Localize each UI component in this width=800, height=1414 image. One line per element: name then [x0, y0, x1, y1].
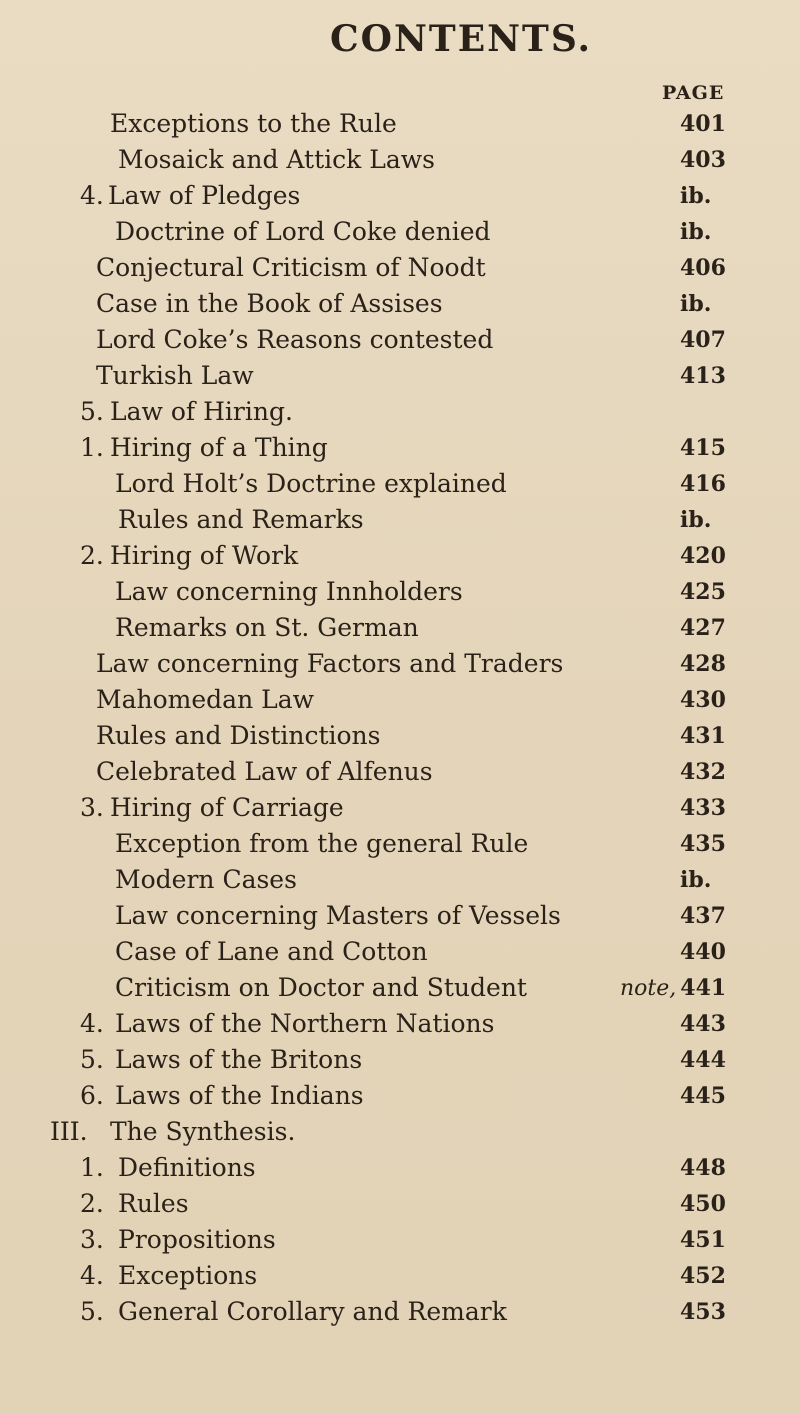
entry-page-number: 425: [680, 579, 726, 605]
contents-entry: [0, 610, 800, 646]
contents-entry: [0, 934, 800, 970]
entry-page-number: 427: [680, 615, 726, 641]
entry-page-number: ib.: [680, 291, 712, 317]
entry-page-number: 450: [680, 1191, 726, 1217]
entry-page-number: 407: [680, 327, 726, 353]
entry-title: Law concerning Masters of Vessels: [115, 901, 561, 930]
entry-page-number: 416: [680, 471, 726, 497]
entry-title: Laws of the Indians: [115, 1081, 364, 1110]
entry-page-number: 413: [680, 363, 726, 389]
contents-list: [0, 106, 800, 1330]
entry-title: Hiring of Work: [110, 541, 299, 570]
contents-entry: [0, 142, 800, 178]
entry-page-number: 430: [680, 687, 726, 713]
entry-page-number: 437: [680, 903, 726, 929]
entry-page-number: 443: [680, 1011, 726, 1037]
entry-number: 1.: [80, 1153, 104, 1182]
entry-page-number: 428: [680, 651, 726, 677]
entry-number: 2.: [80, 1189, 104, 1218]
entry-title: Lord Holt’s Doctrine explained: [115, 469, 507, 498]
entry-title: Remarks on St. German: [115, 613, 419, 642]
contents-entry: [0, 322, 800, 358]
contents-entry: [0, 538, 800, 574]
contents-entry: [0, 754, 800, 790]
contents-entry: [0, 1114, 800, 1150]
entry-title: Definitions: [118, 1153, 256, 1182]
entry-number: 4.: [80, 1009, 104, 1038]
contents-entry: [0, 466, 800, 502]
contents-entry: [0, 502, 800, 538]
contents-entry: [0, 826, 800, 862]
entry-number: 1.: [80, 433, 104, 462]
entry-title: Turkish Law: [96, 361, 254, 390]
entry-page-number: [620, 970, 726, 1007]
entry-title: Mahomedan Law: [96, 685, 315, 714]
entry-title: Exceptions to the Rule: [110, 109, 397, 138]
entry-title: Laws of the Northern Nations: [115, 1009, 495, 1038]
entry-title: Case in the Book of Assises: [96, 289, 443, 318]
entry-title: Law concerning Innholders: [115, 577, 463, 606]
contents-entry: [0, 1150, 800, 1186]
entry-page-number: 435: [680, 831, 726, 857]
entry-page-number: 415: [680, 435, 726, 461]
entry-page-number: ib.: [680, 219, 712, 245]
entry-title: Lord Coke’s Reasons contested: [96, 325, 494, 354]
contents-entry: [0, 1294, 800, 1330]
entry-title: Law of Hiring.: [110, 397, 293, 426]
entry-title: Law of Pledges: [108, 181, 301, 210]
entry-title: Conjectural Criticism of Noodt: [96, 253, 486, 282]
entry-title: Mosaick and Attick Laws: [118, 145, 435, 174]
entry-page-number: 448: [680, 1155, 726, 1181]
entry-page-number: 420: [680, 543, 726, 569]
entry-title: Modern Cases: [115, 865, 297, 894]
contents-entry: [0, 862, 800, 898]
entry-page-number: 431: [680, 723, 726, 749]
entry-number: III.: [50, 1117, 88, 1146]
contents-entry: [0, 178, 800, 214]
entry-page-number: 453: [680, 1299, 726, 1325]
contents-entry: [0, 1186, 800, 1222]
entry-number: 6.: [80, 1081, 104, 1110]
entry-number: 3.: [80, 793, 104, 822]
entry-page-number: 406: [680, 255, 726, 281]
entry-page-number: 444: [680, 1047, 726, 1073]
contents-entry: [0, 1006, 800, 1042]
entry-number: 5.: [80, 1045, 104, 1074]
entry-note-label: note,: [620, 976, 677, 1001]
contents-entry: [0, 790, 800, 826]
entry-number: 5.: [80, 1297, 104, 1326]
contents-entry: [0, 574, 800, 610]
entry-number: 4.: [80, 1261, 104, 1290]
contents-entry: [0, 1222, 800, 1258]
contents-entry: [0, 970, 800, 1006]
contents-entry: [0, 286, 800, 322]
entry-page-number: 440: [680, 939, 726, 965]
contents-entry: [0, 106, 800, 142]
contents-entry: [0, 646, 800, 682]
entry-page-number: 433: [680, 795, 726, 821]
contents-entry: [0, 682, 800, 718]
entry-page-number: 401: [680, 111, 726, 137]
entry-title: Hiring of a Thing: [110, 433, 328, 462]
contents-entry: [0, 358, 800, 394]
entry-page-number: 445: [680, 1083, 726, 1109]
entry-page-number: ib.: [680, 183, 712, 209]
entry-title: Rules: [118, 1189, 189, 1218]
entry-number: 2.: [80, 541, 104, 570]
entry-page-number: 452: [680, 1263, 726, 1289]
contents-entry: [0, 214, 800, 250]
entry-number: 4.: [80, 181, 104, 210]
entry-number: 3.: [80, 1225, 104, 1254]
entry-page-number: ib.: [680, 867, 712, 893]
entry-page-number: 403: [680, 147, 726, 173]
contents-entry: [0, 1078, 800, 1114]
contents-entry: [0, 1042, 800, 1078]
entry-title: Law concerning Factors and Traders: [96, 649, 564, 678]
entry-title: Exceptions: [118, 1261, 258, 1290]
entry-title: General Corollary and Remark: [118, 1297, 507, 1326]
entry-title: Hiring of Carriage: [110, 793, 344, 822]
contents-entry: [0, 430, 800, 466]
entry-page-number: ib.: [680, 507, 712, 533]
entry-page-number: 451: [680, 1227, 726, 1253]
entry-title: Criticism on Doctor and Student: [115, 973, 527, 1002]
entry-title: The Synthesis.: [110, 1117, 296, 1146]
entry-title: Rules and Remarks: [118, 505, 364, 534]
entry-title: Propositions: [118, 1225, 276, 1254]
entry-page-number: 432: [680, 759, 726, 785]
entry-title: Celebrated Law of Alfenus: [96, 757, 433, 786]
entry-title: Laws of the Britons: [115, 1045, 363, 1074]
entry-title: Doctrine of Lord Coke denied: [115, 217, 491, 246]
entry-page-value: 441: [680, 975, 727, 1001]
contents-entry: [0, 394, 800, 430]
entry-title: Case of Lane and Cotton: [115, 937, 428, 966]
contents-entry: [0, 1258, 800, 1294]
contents-entry: [0, 250, 800, 286]
entry-title: Exception from the general Rule: [115, 829, 529, 858]
entry-number: 5.: [80, 397, 104, 426]
contents-entry: [0, 898, 800, 934]
page-title: CONTENTS.: [330, 18, 593, 60]
contents-entry: [0, 718, 800, 754]
entry-title: Rules and Distinctions: [96, 721, 381, 750]
page-column-label: PAGE: [662, 82, 725, 104]
